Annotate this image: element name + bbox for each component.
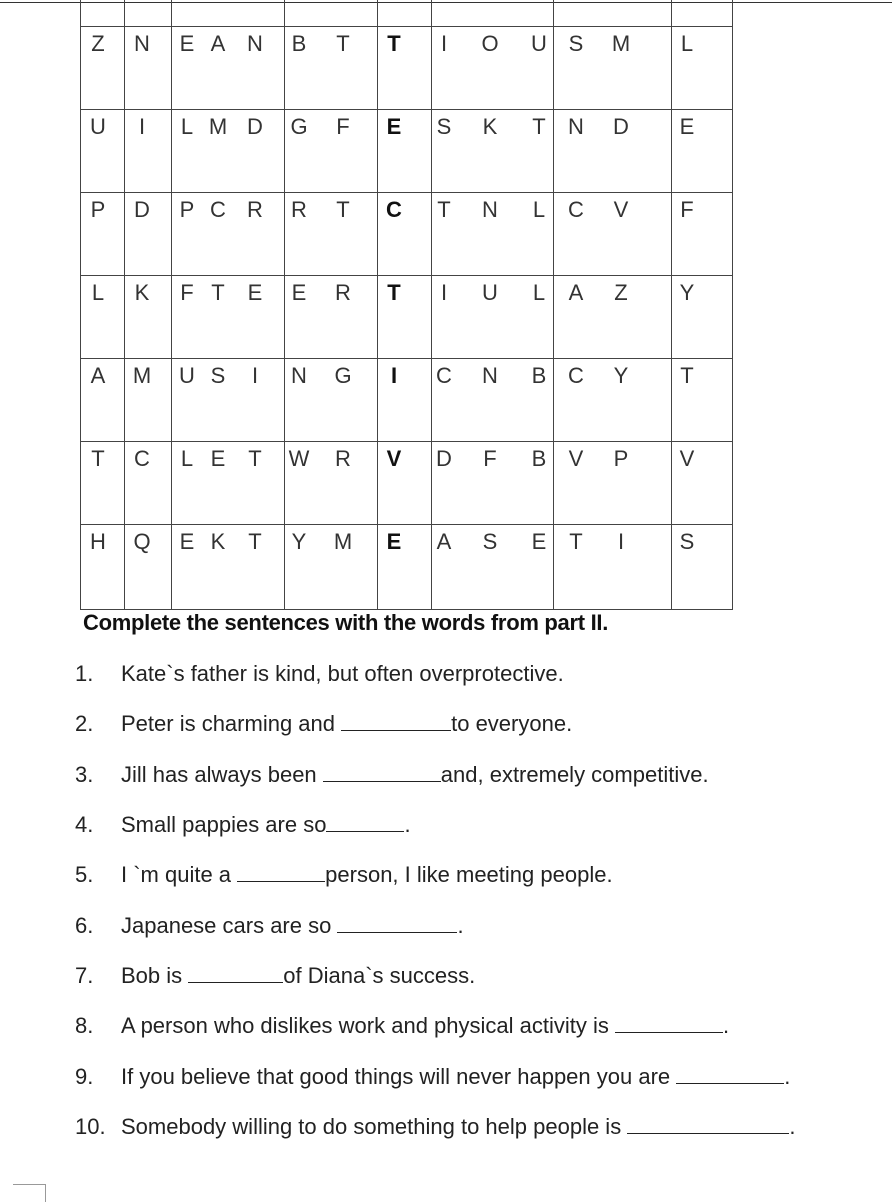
sentence-text-after: . [404, 812, 411, 837]
grid-letter: Y [679, 280, 695, 305]
sentence-item [0, 1064, 892, 1094]
grid-letter: C [386, 197, 402, 222]
answer-blank[interactable] [627, 1115, 789, 1134]
word-search-grid [80, 0, 733, 610]
grid-letter: Z [614, 280, 628, 305]
page-corner-mark [13, 1184, 46, 1202]
grid-letter: Y [291, 529, 307, 554]
sentence-text-after: . [784, 1064, 791, 1089]
grid-letter: E [210, 446, 226, 471]
sentence-text-before: Japanese cars are so [121, 913, 338, 938]
grid-letter: D [134, 197, 150, 222]
grid-letter: T [387, 280, 401, 305]
grid-letter: T [248, 446, 262, 471]
grid-letter: V [568, 446, 584, 471]
sentence-text-after: and, extremely competitive. [440, 762, 709, 787]
grid-column-line [431, 0, 432, 609]
grid-letter: Y [613, 363, 629, 388]
grid-letter: I [617, 529, 625, 554]
sentence-number: 4. [75, 812, 94, 837]
grid-letter: R [247, 197, 263, 222]
grid-letter: L [180, 114, 194, 139]
grid-letter: V [613, 197, 629, 222]
grid-column-line [671, 0, 672, 609]
grid-letter: K [134, 280, 150, 305]
sentence-text [121, 812, 411, 838]
grid-letter: A [90, 363, 106, 388]
grid-letter: H [90, 529, 106, 554]
grid-row-line [81, 26, 732, 27]
sentence-number: 6. [75, 913, 94, 938]
grid-letter: L [532, 197, 546, 222]
answer-blank[interactable] [337, 914, 457, 933]
grid-column-line [171, 0, 172, 609]
grid-letter: I [440, 280, 448, 305]
grid-letter: A [568, 280, 584, 305]
grid-letter: P [90, 197, 106, 222]
grid-letter: F [336, 114, 350, 139]
instructions-heading: Complete the sentences with the words from part II. [83, 610, 609, 635]
sentence-item [0, 1013, 892, 1043]
grid-letter: A [210, 31, 226, 56]
grid-letter: W [288, 446, 310, 471]
grid-letter: N [134, 31, 150, 56]
grid-letter: M [611, 31, 631, 56]
grid-letter: S [482, 529, 498, 554]
grid-letter: Z [91, 31, 105, 56]
grid-letter: T [680, 363, 694, 388]
grid-letter: D [613, 114, 629, 139]
sentence-text-after: . [789, 1114, 796, 1139]
sentence-item [0, 913, 892, 943]
grid-letter: D [247, 114, 263, 139]
grid-letter: R [335, 280, 351, 305]
sentence-text-before: I `m quite a [121, 862, 238, 887]
grid-letter: E [291, 280, 307, 305]
grid-letter: T [336, 31, 350, 56]
sentence-text [121, 963, 475, 989]
sentence-text-before: Somebody willing to do something to help people is [121, 1114, 628, 1139]
grid-letter: E [179, 529, 195, 554]
grid-letter: E [531, 529, 547, 554]
sentence-text [121, 1114, 795, 1140]
sentence-item [0, 862, 892, 892]
grid-letter: M [132, 363, 152, 388]
grid-column-line [124, 0, 125, 609]
grid-letter: F [180, 280, 194, 305]
grid-letter: C [134, 446, 150, 471]
sentence-number: 2. [75, 711, 94, 736]
grid-letter: G [290, 114, 308, 139]
sentence-text-after: . [723, 1013, 730, 1038]
grid-letter: U [179, 363, 195, 388]
answer-blank[interactable] [323, 763, 441, 782]
answer-blank[interactable] [615, 1014, 723, 1033]
grid-letter: S [210, 363, 226, 388]
grid-letter: R [291, 197, 307, 222]
grid-letter: S [568, 31, 584, 56]
grid-letter: S [679, 529, 695, 554]
grid-letter: Q [133, 529, 151, 554]
grid-letter: F [680, 197, 694, 222]
sentence-text-before: Peter is charming and [121, 711, 342, 736]
grid-letter: C [436, 363, 452, 388]
grid-letter: I [440, 31, 448, 56]
grid-row-line [81, 192, 732, 193]
sentence-text [121, 913, 464, 939]
grid-letter: T [532, 114, 546, 139]
sentence-text-before: Small pappies are so [121, 812, 327, 837]
grid-letter: U [482, 280, 498, 305]
grid-letter: F [483, 446, 497, 471]
grid-letter: B [291, 31, 307, 56]
sentence-text-before: A person who dislikes work and physical activity is [121, 1013, 615, 1038]
grid-letter: U [531, 31, 547, 56]
sentence-item [0, 1114, 892, 1144]
grid-letter: S [436, 114, 452, 139]
sentence-text-before: Jill has always been [121, 762, 323, 787]
sentence-text-before: Bob is [121, 963, 189, 988]
sentence-text [121, 661, 564, 687]
grid-letter: T [437, 197, 451, 222]
sentence-text [121, 1064, 790, 1090]
grid-letter: E [386, 529, 402, 554]
sentence-text-before: If you believe that good things will never happen you are [121, 1064, 677, 1089]
grid-letter: C [210, 197, 226, 222]
grid-letter: C [568, 197, 584, 222]
sentence-number: 10. [75, 1114, 106, 1139]
grid-letter: U [90, 114, 106, 139]
grid-letter: K [482, 114, 498, 139]
sentence-number: 5. [75, 862, 94, 887]
sentence-item [0, 963, 892, 993]
grid-letter: T [387, 31, 401, 56]
answer-blank[interactable] [326, 813, 404, 832]
grid-row-line [81, 441, 732, 442]
grid-column-line [553, 0, 554, 609]
grid-letter: L [180, 446, 194, 471]
sentence-text [121, 1013, 729, 1039]
sentence-text-after: person, I like meeting people. [325, 862, 613, 887]
grid-letter: V [386, 446, 402, 471]
grid-letter: D [436, 446, 452, 471]
sentence-text-before: Kate`s father is kind, but often overprotective. [121, 661, 564, 686]
grid-letter: K [210, 529, 226, 554]
grid-letter: T [248, 529, 262, 554]
grid-letter: T [336, 197, 350, 222]
grid-letter: T [569, 529, 583, 554]
grid-letter: B [531, 363, 547, 388]
grid-letter: C [568, 363, 584, 388]
answer-blank[interactable] [188, 964, 283, 983]
grid-letter: T [91, 446, 105, 471]
grid-letter: I [390, 363, 398, 388]
sentence-item [0, 762, 892, 792]
grid-letter: R [335, 446, 351, 471]
grid-letter: T [211, 280, 225, 305]
sentence-text [121, 711, 572, 737]
grid-letter: N [291, 363, 307, 388]
grid-row-line [81, 524, 732, 525]
grid-column-line [377, 0, 378, 609]
sentence-number: 7. [75, 963, 94, 988]
sentence-number: 3. [75, 762, 94, 787]
sentence-item [0, 661, 892, 691]
grid-letter: E [679, 114, 695, 139]
grid-letter: O [481, 31, 499, 56]
grid-letter: I [251, 363, 259, 388]
grid-letter: E [179, 31, 195, 56]
sentence-number: 8. [75, 1013, 94, 1038]
grid-letter: I [138, 114, 146, 139]
sentence-text [121, 862, 613, 888]
grid-letter: P [179, 197, 195, 222]
grid-row-line [81, 275, 732, 276]
sentence-item [0, 812, 892, 842]
grid-letter: P [613, 446, 629, 471]
grid-letter: N [482, 197, 498, 222]
answer-blank[interactable] [237, 863, 325, 882]
grid-row-line [81, 109, 732, 110]
answer-blank[interactable] [341, 712, 451, 731]
grid-letter: N [482, 363, 498, 388]
grid-letter: A [436, 529, 452, 554]
grid-letter: V [679, 446, 695, 471]
grid-letter: E [247, 280, 263, 305]
grid-letter: N [247, 31, 263, 56]
grid-letter: N [568, 114, 584, 139]
grid-letter: B [531, 446, 547, 471]
grid-row-line [81, 358, 732, 359]
sentence-text-after: . [457, 913, 464, 938]
grid-letter: L [680, 31, 694, 56]
grid-letter: L [532, 280, 546, 305]
sentence-item [0, 711, 892, 741]
grid-letter: M [333, 529, 353, 554]
sentence-number: 1. [75, 661, 94, 686]
grid-letter: G [334, 363, 352, 388]
sentence-text-after: of Diana`s success. [283, 963, 476, 988]
grid-letter: M [208, 114, 228, 139]
sentence-text-after: to everyone. [451, 711, 573, 736]
answer-blank[interactable] [676, 1065, 784, 1084]
grid-letter: L [91, 280, 105, 305]
sentence-text [121, 762, 709, 788]
grid-letter: E [386, 114, 402, 139]
sentence-number: 9. [75, 1064, 94, 1089]
grid-column-line [284, 0, 285, 609]
